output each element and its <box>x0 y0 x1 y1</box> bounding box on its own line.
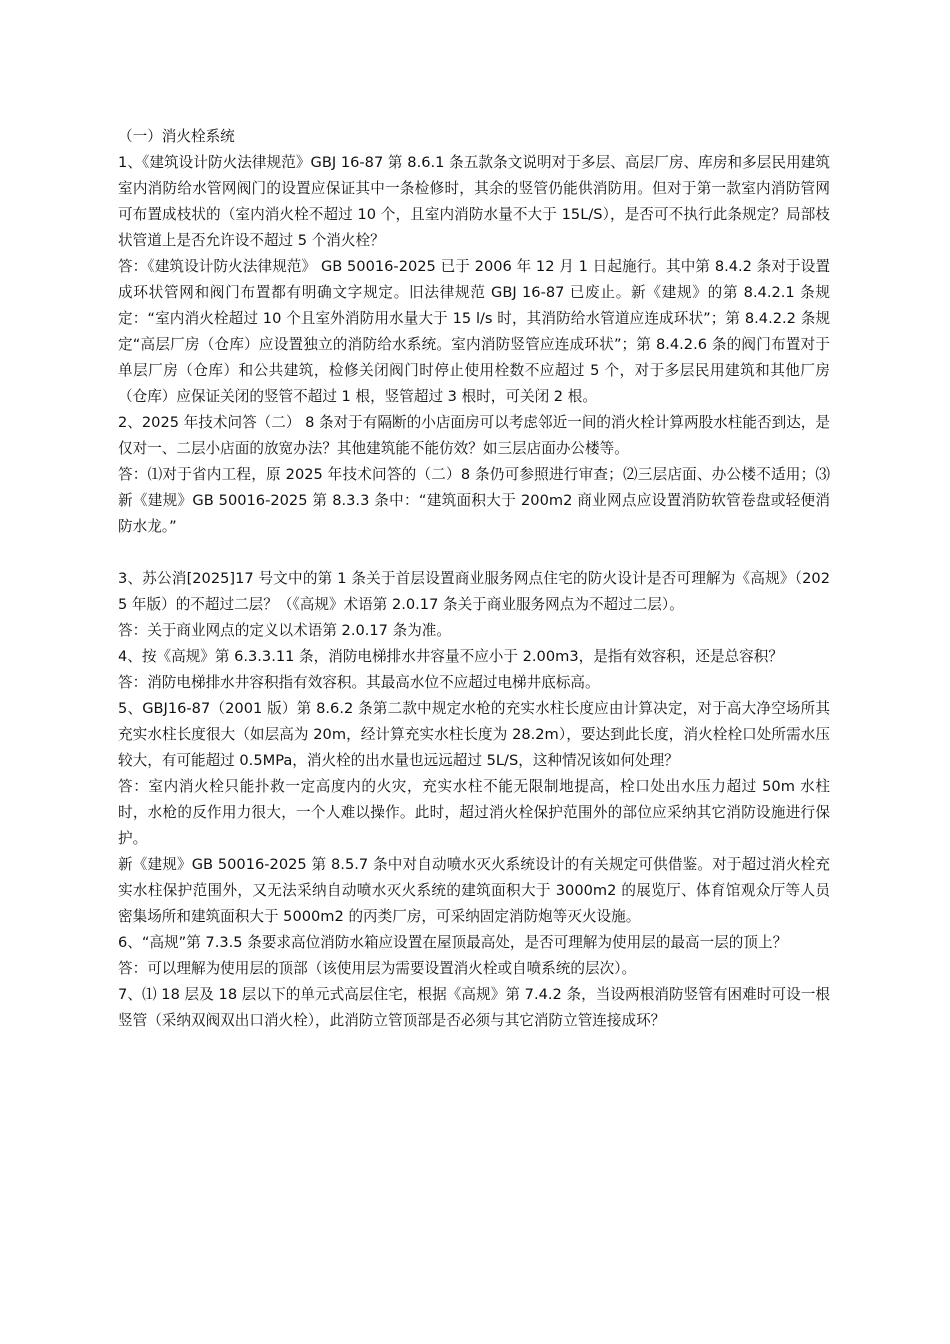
question-5: 5、GBJ16-87（2001 版）第 8.6.2 条第二款中规定水枪的充实水柱长度应由计算决定，对于高大净空场所其充实水柱长度很大（如层高为 20m，经计算充实水柱长度为 28.2m），要达到此长度，消火栓栓口处所需水压较大，有可能超过 0.5MPa，消火栓的出水量也远远超过 5L/S，这种情况该如何处理？ <box>118 700 830 769</box>
answer-1: 答：《建筑设计防火法律规范》 GB 50016-2025 已于 2006 年 12 月 1 日起施行。其中第 8.4.2 条对于设置成环状管网和阀门布置都有明确文字规定。旧法律规范 GBJ 16-87 已废止。新《建规》的第 8.4.2.1 条规定：“室内消火栓超过 10 个且室外消防用水量大于 15 l/s 时，其消防给水管道应连成环状”；第 8.4.2.2 条规定“高层厂房（仓库）应设置独立的消防给水系统。室内消防竖管应连成环状”；第 8.4.2.6 条的阀门布置对于单层厂房（仓库）和公共建筑，检修关闭阀门时停止使用栓数不应超过 5 个，对于多层民用建筑和其他厂房（仓库）应保证关闭的竖管不超过 1 根，竖管超过 3 根时，可关闭 2 根。 <box>118 258 830 405</box>
question-6: 6、“高规”第 7.3.5 条要求高位消防水箱应设置在屋顶最高处，是否可理解为使用层的最高一层的顶上？ <box>118 934 788 951</box>
answer-2: 答：⑴对于省内工程，原 2025 年技术问答的（二）8 条仍可参照进行审查；⑵三层店面、办公楼不适用；⑶新《建规》GB 50016-2025 第 8.3.3 条中：“建筑面积大于 200m2 商业网点应设置消防软管卷盘或轻便消防水龙。” <box>118 466 830 535</box>
answer-4: 答：消防电梯排水井容积指有效容积。其最高水位不应超过电梯井底标高。 <box>118 674 600 691</box>
question-2: 2、2025 年技术问答（二） 8 条对于有隔断的小店面房可以考虑邻近一间的消火栓计算两股水柱能否到达，是仅对一、二层小店面的放宽办法？其他建筑能不能仿效？如三层店面办公楼等。 <box>118 414 830 457</box>
question-7: 7、⑴ 18 层及 18 层以下的单元式高层住宅，根据《高规》第 7.4.2 条，当设两根消防竖管有困难时可设一根竖管（采纳双阀双出口消火栓），此消防立管顶部是否必须与其它消防立管连接成环？ <box>118 986 830 1029</box>
question-1: 1、《建筑设计防火法律规范》GBJ 16-87 第 8.6.1 条五款条文说明对于多层、高层厂房、库房和多层民用建筑室内消防给水管网阀门的设置应保证其中一条检修时，其余的竖管仍能供消防用。但对于第一款室内消防管网可布置成枝状的（室内消火栓不超过 10 个，且室内消防水量不大于 15L/S），是否可不执行此条规定？局部枝状管道上是否允许设不超过 5 个消火栓？ <box>118 154 830 249</box>
question-3: 3、苏公消[2025]17 号文中的第 1 条关于首层设置商业服务网点住宅的防火设计是否可理解为《高规》（2025 年版）的不超过二层？（《高规》术语第 2.0.17 条关于商业服务网点为不超过二层）。 <box>118 570 830 613</box>
blank-line <box>118 540 830 566</box>
question-4: 4、按《高规》第 6.3.3.11 条，消防电梯排水井容量不应小于 2.00m3，是指有效容积，还是总容积？ <box>118 648 783 665</box>
section-heading: （一）消火栓系统 <box>118 128 235 145</box>
document-body <box>118 124 830 1034</box>
answer-3: 答：关于商业网点的定义以术语第 2.0.17 条为准。 <box>118 622 451 639</box>
answer-6: 答：可以理解为使用层的顶部（该使用层为需要设置消火栓或自喷系统的层次）。 <box>118 960 637 977</box>
answer-5-continued: 新《建规》GB 50016-2025 第 8.5.7 条中对自动喷水灭火系统设计的有关规定可供借鉴。对于超过消火栓充实水柱保护范围外，又无法采纳自动喷水灭火系统的建筑面积大于 3000m2 的展览厅、体育馆观众厅等人员密集场所和建筑面积大于 5000m2 的丙类厂房，可采纳固定消防炮等灭火设施。 <box>118 856 830 925</box>
answer-5: 答：室内消火栓只能扑救一定高度内的火灾，充实水柱不能无限制地提高，栓口处出水压力超过 50m 水柱时，水枪的反作用力很大，一个人难以操作。此时，超过消火栓保护范围外的部位应采纳其它消防设施进行保护。 <box>118 778 830 847</box>
